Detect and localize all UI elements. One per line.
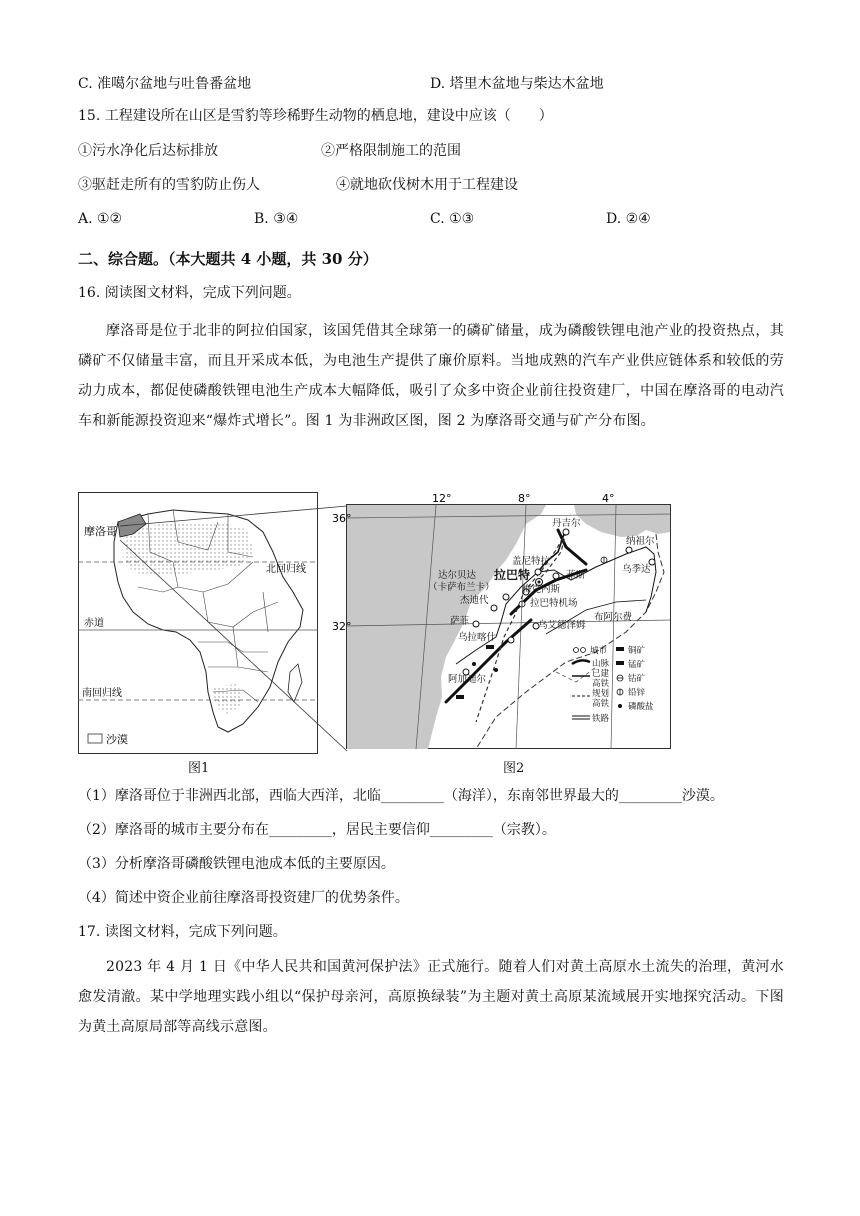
city-rabat-airport: 拉巴特机场 (530, 598, 578, 609)
legend-railway: 铁路 (592, 714, 610, 724)
city-tangier: 丹吉尔 (552, 518, 581, 529)
equator-label: 赤道 (84, 618, 104, 629)
city-bouarfa: 布阿尔费 (594, 612, 633, 623)
tropic-capricorn-label: 南回归线 (82, 688, 122, 699)
q14-option-c: C. 准噶尔盆地与吐鲁番盆地 (78, 76, 252, 92)
q15-statement-2: ②严格限制施工的范围 (321, 143, 461, 159)
legend-lead-zinc: 铅锌 (628, 688, 646, 698)
tropic-cancer-label: 北回归线 (266, 564, 306, 575)
city-ouarzazate: 乌艾德泽姆 (538, 620, 586, 631)
q16-paragraph: 摩洛哥是位于北非的阿拉伯国家，该国凭借其全球第一的磷矿储量，成为磷酸铁锂电池产业的投资热点，其磷矿不仅储量丰富，而且开采成本低，为电池生产提供了廉价原料。当地成熟的汽车产业供应链体系和较低的劳动力成本，都促使磷酸铁锂电池生产成本大幅降低，吸引了众多中资企业前往投资建厂，中国在摩洛哥的电动汽车和新能源投资迎来“爆炸式增长”。图 1 为非洲政区图，图 2 为摩洛哥交通与矿产分布图。 (78, 323, 784, 429)
q15-stem: 15. 工程建设所在山区是雪豹等珍稀野生动物的栖息地，建设中应该（ ） (78, 108, 553, 124)
legend-city: 城市 (590, 646, 608, 656)
legend-manganese: 锰矿 (628, 660, 646, 670)
q16-sub4: （4）简述中资企业前往摩洛哥投资建厂的优势条件。 (78, 890, 409, 906)
morocco-map-figure (332, 492, 672, 750)
city-agadir: 阿加迪尔 (448, 674, 487, 685)
morocco-label: 摩洛哥 (84, 525, 117, 538)
q15-statement-1: ①污水净化后达标排放 (78, 143, 218, 159)
desert-legend-label: 沙漠 (106, 733, 128, 746)
legend-planned-hsr-2: 高铁 (592, 699, 610, 709)
q16-sub2: （2）摩洛哥的城市主要分布在_________，居民主要信仰_________（宗教）。 (78, 822, 556, 838)
lon-label-8: 8° (518, 492, 531, 505)
city-oujda: 乌季达 (622, 564, 651, 575)
legend-copper: 铜矿 (628, 646, 646, 656)
q16-sub1: （1）摩洛哥位于非洲西北部，西临大西洋，北临_________（海洋），东南邻世界最大的_________沙漠。 (78, 788, 724, 804)
city-casablanca-alt: （卡萨布兰卡） (428, 582, 495, 593)
legend-planned-hsr-1: 规划 (592, 689, 610, 699)
q15-option-a: A. ①② (78, 211, 123, 227)
city-el-jadida: 杰迪代 (460, 595, 489, 606)
lat-label-32: 32° (332, 620, 352, 633)
city-fes: 菲斯 (566, 570, 586, 581)
q15-option-b: B. ③④ (254, 211, 299, 227)
q15-option-d: D. ②④ (606, 211, 651, 227)
q16-stem: 16. 阅读图文材料，完成下列问题。 (78, 285, 301, 301)
legend-cobalt: 钴矿 (628, 674, 646, 684)
q15-statement-3: ③驱赶走所有的雪豹防止伤人 (78, 177, 260, 193)
lon-label-12: 12° (432, 492, 452, 505)
city-marrakesh: 乌拉喀什 (458, 632, 497, 643)
lat-label-36: 36° (332, 512, 352, 525)
city-kenitra: 盖尼特拉 (512, 556, 551, 567)
fig1-caption: 图1 (188, 761, 210, 776)
city-rabat: 拉巴特 (494, 568, 531, 582)
fig2-caption: 图2 (503, 761, 525, 776)
q17-stem: 17. 读图文材料，完成下列问题。 (78, 924, 287, 940)
lon-label-4: 4° (602, 492, 615, 505)
q17-paragraph: 2023 年 4 月 1 日《中华人民共和国黄河保护法》正式施行。随着人们对黄土高原水土流失的治理，黄河水愈发清澈。某中学地理实践小组以“保护母亲河，高原换绿装”为主题对黄土高原某流域展开实地探究活动。下图为黄土高原局部等高线示意图。 (78, 959, 784, 1035)
q15-option-c: C. ①③ (430, 211, 475, 227)
legend-phosphate: 磷酸盐 (628, 702, 654, 712)
q14-option-d: D. 塔里木盆地与柴达木盆地 (430, 76, 604, 92)
legend-built-hsr-2: 高铁 (592, 679, 610, 689)
section-heading: 二、综合题。（本大题共 4 小题，共 30 分） (78, 250, 378, 268)
q16-sub3: （3）分析摩洛哥磷酸铁锂电池成本低的主要原因。 (78, 856, 395, 872)
legend-mountain: 山脉 (592, 659, 610, 669)
legend-built-hsr-1: 已建 (592, 669, 610, 679)
q15-statement-4: ④就地砍伐树木用于工程建设 (336, 177, 518, 193)
city-safi: 萨菲 (450, 616, 470, 627)
figure-connector (120, 496, 350, 756)
city-meknes: 梅克内斯 (522, 584, 561, 595)
city-nador: 纳祖尔 (626, 536, 655, 547)
city-casablanca: 达尔贝达 (438, 570, 477, 581)
